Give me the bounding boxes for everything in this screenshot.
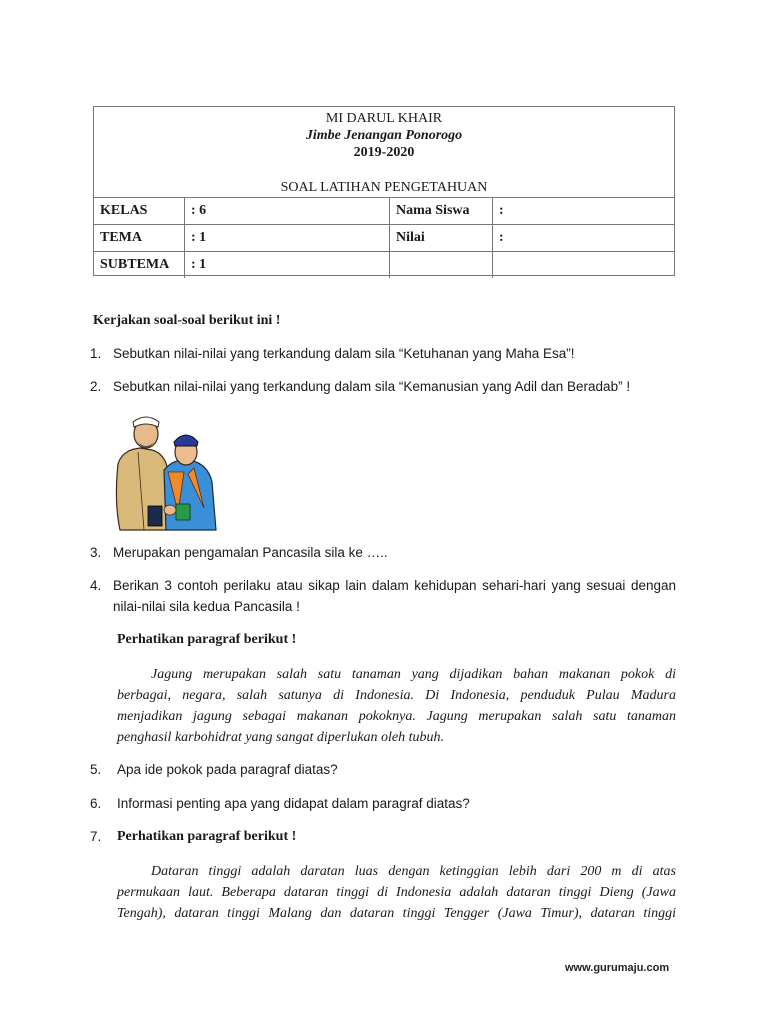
table-row <box>94 225 674 252</box>
student-info-table <box>94 197 674 278</box>
label-nilai: Nilai <box>390 225 493 252</box>
paragraph-line: berbagai, negara, salah satunya di Indonesia. Di Indonesia, penduduk Pulau Madura <box>117 688 676 703</box>
table-row <box>94 252 674 279</box>
question-6: Informasi penting apa yang didapat dalam paragraf diatas? <box>117 796 470 811</box>
value-subtema: : 1 <box>185 252 390 279</box>
paragraph-line: Jagung merupakan salah satu tanaman yang dijadikan bahan makanan pokok di <box>151 667 676 682</box>
question-2: Sebutkan nilai-nilai yang terkandung dalam sila “Kemanusian yang Adil dan Beradab” ! <box>113 379 631 394</box>
paragraph-line: penghasil karbohidrat yang sangat diperlukan oleh tubuh. <box>117 730 445 745</box>
value-kelas: : 6 <box>185 198 390 225</box>
empty-cell <box>390 252 493 279</box>
paragraph-line: permukaan laut. Beberapa dataran tinggi di Indonesia adalah dataran tinggi Dieng (Jawa <box>117 885 676 900</box>
value-nama-siswa[interactable]: : <box>493 198 675 225</box>
value-tema: : 1 <box>185 225 390 252</box>
note-perhatikan: Perhatikan paragraf berikut ! <box>117 632 297 647</box>
empty-cell <box>493 252 675 279</box>
question-1: Sebutkan nilai-nilai yang terkandung dalam sila “Ketuhanan yang Maha Esa”! <box>113 346 575 361</box>
question-5: Apa ide pokok pada paragraf diatas? <box>117 762 338 777</box>
table-row <box>94 198 674 225</box>
question-number: 3. <box>90 545 102 560</box>
value-nilai[interactable]: : <box>493 225 675 252</box>
question-number: 5. <box>90 762 102 777</box>
question-number: 2. <box>90 379 102 394</box>
paragraph-dataran-tinggi <box>117 861 676 924</box>
school-year: 2019-2020 <box>353 145 415 160</box>
two-men-illustration <box>108 412 230 534</box>
footer-website[interactable]: www.gurumaju.com <box>565 962 670 974</box>
instruction: Kerjakan soal-soal berikut ini ! <box>93 313 281 328</box>
header-title-block <box>94 107 674 197</box>
exam-title: SOAL LATIHAN PENGETAHUAN <box>280 180 488 195</box>
question-number: 1. <box>90 346 102 361</box>
question-7: Perhatikan paragraf berikut ! <box>117 829 297 844</box>
label-subtema: SUBTEMA <box>94 252 185 279</box>
question-4-line-2: nilai-nilai sila kedua Pancasila ! <box>113 599 300 614</box>
question-number: 4. <box>90 578 102 593</box>
label-kelas: KELAS <box>94 198 185 225</box>
label-nama-siswa: Nama Siswa <box>390 198 493 225</box>
school-address: Jimbe Jenangan Ponorogo <box>305 128 463 143</box>
paragraph-line: menjadikan jagung sebagai makanan pokoknya. Jagung merupakan salah satu tanaman <box>117 709 676 724</box>
header-box <box>93 106 675 276</box>
paragraph-jagung <box>117 664 676 748</box>
school-name: MI DARUL KHAIR <box>325 111 443 126</box>
question-4-line-1: Berikan 3 contoh perilaku atau sikap lain dalam kehidupan sehari-hari yang sesuai dengan <box>113 578 676 593</box>
paragraph-line: Dataran tinggi adalah daratan luas dengan ketinggian lebih dari 200 m di atas <box>151 864 676 879</box>
question-number: 6. <box>90 796 102 811</box>
label-tema: TEMA <box>94 225 185 252</box>
paragraph-line: Tengah), dataran tinggi Malang dan dataran tinggi Tengger (Jawa Timur), dataran tinggi <box>117 906 676 921</box>
question-3: Merupakan pengamalan Pancasila sila ke ….. <box>113 545 388 560</box>
question-number: 7. <box>90 829 102 844</box>
